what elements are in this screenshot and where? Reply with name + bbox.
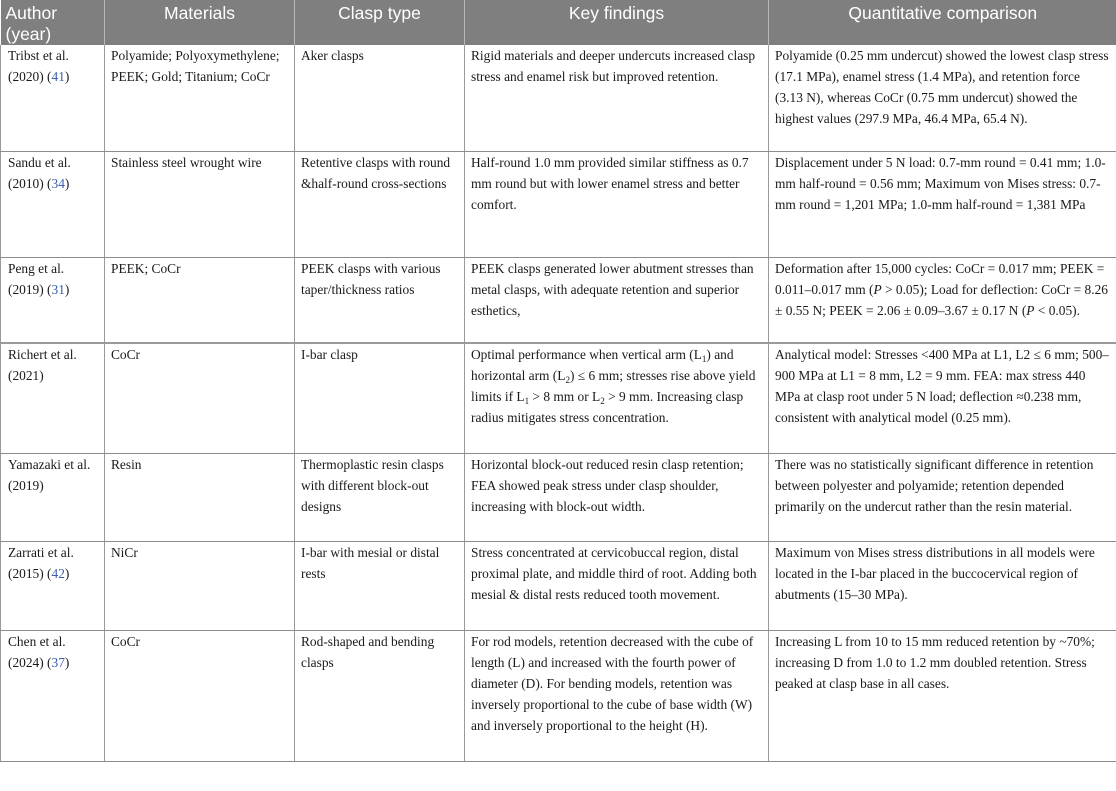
clasp-type-cell: I-bar clasp bbox=[295, 343, 465, 453]
clasp-type-cell: Rod-shaped and bending clasps bbox=[295, 630, 465, 761]
key-findings-cell: Optimal performance when vertical arm $(L_1)$ and horizontal arm $(L_2) \le 6$ mm; stresses rise above yield limits if $L_1 > 8$ mm or $L_2 > 9$ mm. Increasing clasp radius mitigates stress concentration. bbox=[465, 343, 769, 453]
quantitative-cell: Maximum von Mises stress distributions in all models were located in the I-bar placed in the buccocervical region of abutments (15–30 MPa). bbox=[769, 541, 1116, 630]
table-row bbox=[1, 343, 1116, 453]
author-cell: Sandu et al. (2010) (34) bbox=[1, 151, 105, 257]
clasp-type-cell: Aker clasps bbox=[295, 45, 465, 151]
clasp-type-cell: Thermoplastic resin clasps with different block-out designs bbox=[295, 453, 465, 541]
reference-link[interactable]: 41 bbox=[51, 69, 65, 84]
reference-link[interactable]: 37 bbox=[51, 654, 65, 670]
table-row bbox=[1, 45, 1116, 151]
quantitative-cell: Analytical model: Stresses <400 MPa at L1, L2 ≤ 6 mm; 500–900 MPa at L1 = 8 mm, L2 = 9 mm. FEA: max stress 440 MPa at clasp root under 5 N load; deflection ≈0.238 mm, consistent with analytical model (0.25 mm). bbox=[769, 343, 1116, 453]
key-findings-cell: PEEK clasps generated lower abutment stresses than metal clasps, with adequate retention and superior esthetics, bbox=[465, 257, 769, 343]
quantitative-cell: Displacement under 5 N load: 0.7-mm round = 0.41 mm; 1.0-mm half-round = 0.56 mm; Maximum von Mises stress: 0.7-mm round = 1,201 MPa; 1.0-mm half-round = 1,381 MPa bbox=[769, 151, 1116, 257]
key-findings-cell: Rigid materials and deeper undercuts increased clasp stress and enamel risk but improved retention. bbox=[465, 45, 769, 151]
quantitative-cell: Increasing L from 10 to 15 mm reduced retention by ~70%; increasing D from 1.0 to 1.2 mm doubled retention. Stress peaked at clasp base in all cases. bbox=[769, 630, 1116, 761]
reference-link[interactable]: 31 bbox=[51, 281, 65, 297]
author-cell: Peng et al. (2019) (31) bbox=[1, 257, 105, 343]
header-quantitative-comparison: Quantitative comparison bbox=[769, 0, 1116, 45]
author-cell: Zarrati et al. (2015) (42) bbox=[1, 541, 105, 630]
header-materials: Materials bbox=[105, 0, 295, 45]
clasp-type-cell: Retentive clasps with round &half-round cross-sections bbox=[295, 151, 465, 257]
author-cell: Richert et al. (2021) bbox=[1, 343, 105, 453]
quantitative-cell: Polyamide (0.25 mm undercut) showed the lowest clasp stress (17.1 MPa), enamel stress (1.4 MPa), and retention force (3.13 N), whereas CoCr (0.75 mm undercut) showed the highest values (297.9 MPa, 46.4 MPa, 65.4 N). bbox=[769, 45, 1116, 151]
table-row bbox=[1, 541, 1116, 630]
quantitative-cell: Deformation after 15,000 cycles: CoCr = 0.017 mm; PEEK = 0.011–0.017 mm (P > 0.05); Load for deflection: CoCr = 8.26 ± 0.55 N; PEEK = 2.06 ± 0.09–3.67 ± 0.17 N (P < 0.05). bbox=[769, 257, 1116, 343]
table-row bbox=[1, 453, 1116, 541]
materials-cell: CoCr bbox=[105, 630, 295, 761]
header-key-findings: Key findings bbox=[465, 0, 769, 45]
reference-link[interactable]: 34 bbox=[51, 175, 65, 191]
key-findings-cell: Horizontal block-out reduced resin clasp retention; FEA showed peak stress under clasp shoulder, increasing with block-out width. bbox=[465, 453, 769, 541]
author-cell: Tribst et al. (2020) (41) bbox=[1, 45, 105, 151]
key-findings-cell: Half-round 1.0 mm provided similar stiffness as 0.7 mm round but with lower enamel stress and better comfort. bbox=[465, 151, 769, 257]
materials-cell: Stainless steel wrought wire bbox=[105, 151, 295, 257]
materials-cell: Resin bbox=[105, 453, 295, 541]
clasp-type-cell: PEEK clasps with various taper/thickness ratios bbox=[295, 257, 465, 343]
materials-cell: Polyamide; Polyoxymethylene; PEEK; Gold; Titanium; CoCr bbox=[105, 45, 295, 151]
table-row bbox=[1, 630, 1116, 761]
materials-cell: CoCr bbox=[105, 343, 295, 453]
key-findings-cell: For rod models, retention decreased with the cube of length (L) and increased with the fourth power of diameter (D). For bending models, retention was inversely proportional to the cube of base width (W) and inversely proportional to the height (H). bbox=[465, 630, 769, 761]
clasp-type-cell: I-bar with mesial or distal rests bbox=[295, 541, 465, 630]
materials-cell: NiCr bbox=[105, 541, 295, 630]
author-cell: Yamazaki et al. (2019) bbox=[1, 453, 105, 541]
header-row bbox=[1, 0, 1116, 45]
key-findings-cell: Stress concentrated at cervicobuccal region, distal proximal plate, and middle third of root. Adding both mesial & distal rests reduced tooth movement. bbox=[465, 541, 769, 630]
reference-link[interactable]: 42 bbox=[51, 565, 65, 581]
table-row bbox=[1, 151, 1116, 257]
quantitative-cell: There was no statistically significant difference in retention between polyester and polyamide; retention depended primarily on the undercut rather than the resin material. bbox=[769, 453, 1116, 541]
materials-cell: PEEK; CoCr bbox=[105, 257, 295, 343]
header-clasp-type: Clasp type bbox=[295, 0, 465, 45]
author-cell: Chen et al. (2024) (37) bbox=[1, 630, 105, 761]
header-author: Author (year) bbox=[1, 0, 105, 45]
table-row bbox=[1, 257, 1116, 343]
